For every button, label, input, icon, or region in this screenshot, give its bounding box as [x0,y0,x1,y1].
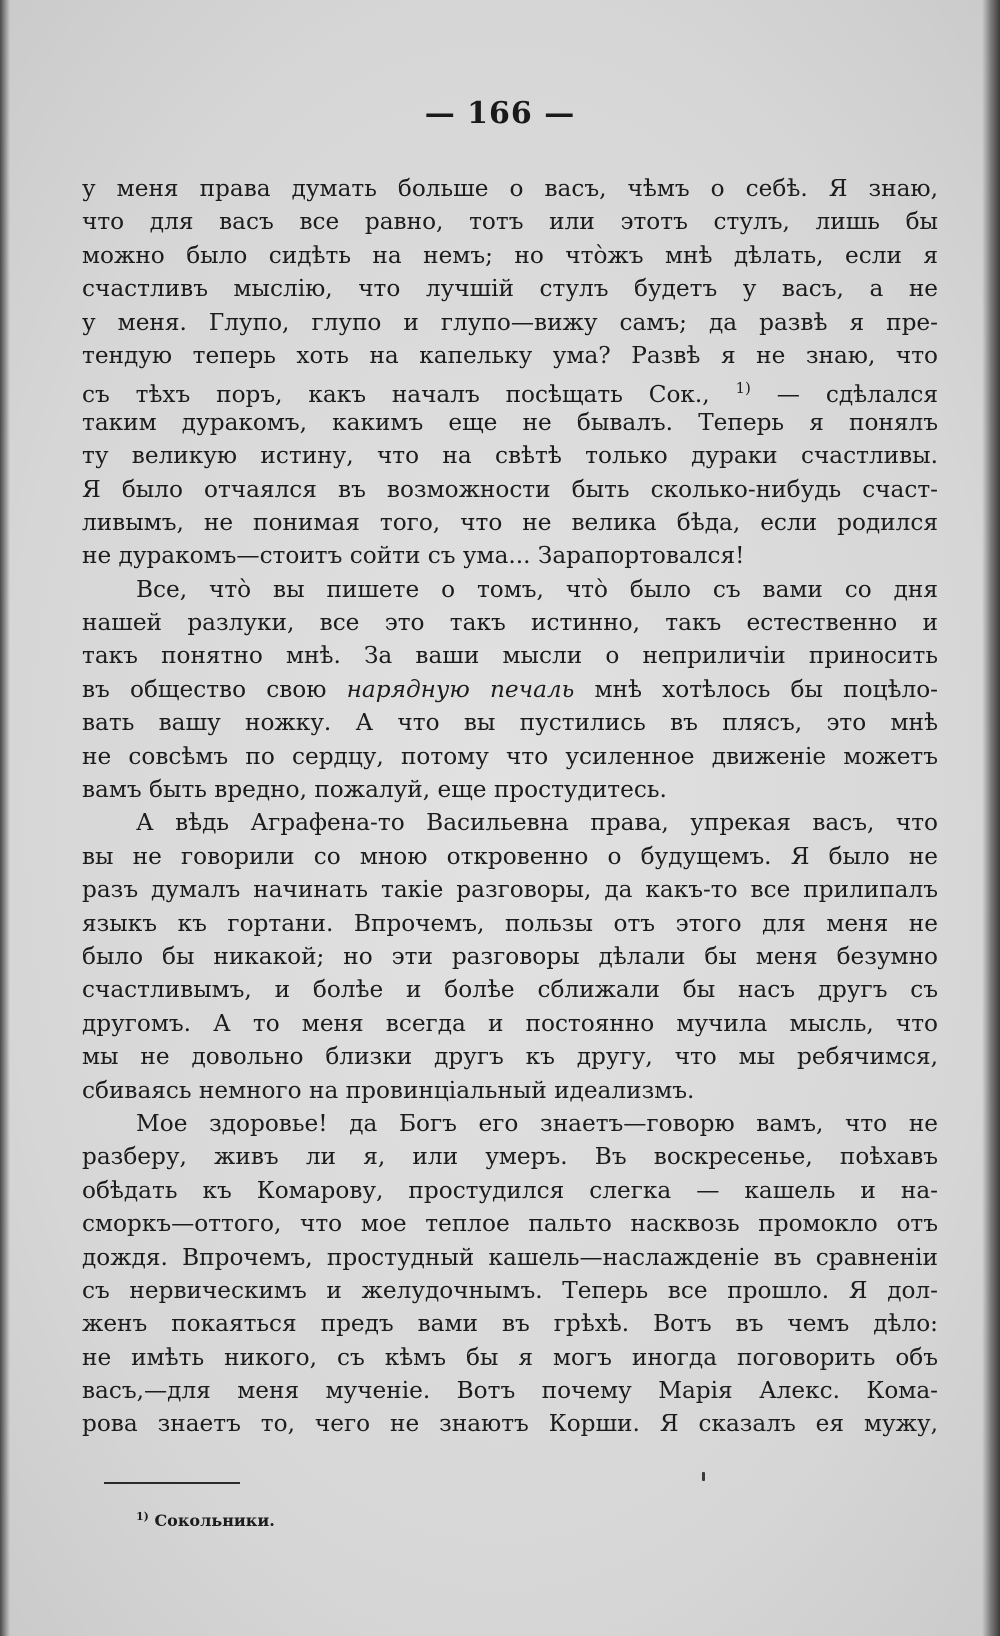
paragraph-end-line: не дуракомъ—стоитъ сойти съ ума... Зарапортовался! [82,542,745,570]
text-line: съ нервическимъ и желудочнымъ. Теперь все прошло. Я дол- [82,1276,938,1304]
text-line: разъ думалъ начинать такіе разговоры, да какъ-то все прилипалъ [82,876,938,904]
text-line: не имѣть никого, съ кѣмъ бы я могъ иногда поговорить объ [82,1343,938,1371]
text-line: ливымъ, не понимая того, что не велика бѣда, если родился [82,508,938,536]
page-edge-right [982,0,1000,1636]
paragraph-first-line: А вѣдь Аграфена-то Васильевна права, упрекая васъ, что [136,809,938,837]
text-segment: мнѣ хотѣлось бы поцѣло- [574,675,939,703]
text-line: такъ понятно мнѣ. За ваши мысли о неприличіи приносить [82,642,938,670]
text-line: языкъ къ гортани. Впрочемъ, пользы отъ этого для меня не [82,909,938,937]
ink-speck [702,1472,705,1481]
text-line: вать вашу ножку. А что вы пустились въ плясъ, это мнѣ [82,709,938,737]
text-line: было бы никакой; но эти разговоры дѣлали бы меня безумно [82,942,938,970]
text-line: счастливымъ, и болѣе и болѣе сближали бы насъ другъ съ [82,976,938,1004]
text-line: другомъ. А то меня всегда и постоянно мучила мысль, что [82,1009,938,1037]
text-line: что для васъ все равно, тотъ или этотъ стулъ, лишь бы [82,208,938,236]
text-segment: съ тѣхъ поръ, какъ началъ посѣщать Сок., [82,381,736,409]
italic-phrase: нарядную печаль [346,675,575,703]
text-line: не совсѣмъ по сердцу, потому что усиленное движеніе можетъ [82,742,938,770]
text-segment: въ общество свою [82,675,347,703]
text-line: дождя. Впрочемъ, простудный кашель—наслажденіе въ сравненіи [82,1243,938,1271]
text-line: таким дуракомъ, какимъ еще не бывалъ. Теперь я понялъ [82,408,938,436]
footnote-reference: 1) [735,379,751,398]
paragraph-end-line: вамъ быть вредно, пожалуй, еще простудитесь. [82,776,667,804]
paragraph-end-line: сбиваясь немного на провинціальный идеализмъ. [82,1076,695,1104]
text-line: женъ покаяться предъ вами въ грѣхѣ. Вотъ въ чемъ дѣло: [82,1310,938,1338]
text-line: нашей разлуки, все это такъ истинно, такъ естественно и [82,609,938,637]
text-line: ту великую истину, что на свѣтѣ только дураки счастливы. [82,442,938,470]
text-line: рова знаетъ то, чего не знаютъ Корши. Я сказалъ ея мужу, [82,1410,938,1438]
body-text [82,172,938,1441]
footnote-mark: 1) [136,1510,149,1523]
text-line: сморкъ—оттого, что мое теплое пальто насквозь промокло отъ [82,1210,938,1238]
text-line: счастливъ мыслію, что лучшій стулъ будетъ у васъ, а не [82,275,938,303]
text-line: мы не довольно близки другъ къ другу, что мы ребячимся, [82,1043,938,1071]
text-line: васъ,—для меня мученіе. Вотъ почему Марія Алекс. Кома- [82,1377,938,1405]
text-line [82,673,938,706]
text-line: можно было сидѣть на немъ; но чтòжъ мнѣ дѣлать, если я [82,241,938,269]
text-line: у меня права думать больше о васъ, чѣмъ о себѣ. Я знаю, [82,175,938,202]
text-segment: — сдѣлался [750,381,939,409]
footnote-text: Сокольники. [154,1511,275,1530]
page-edge-left [0,0,10,1636]
text-line: вы не говорили со мною откровенно о будущемъ. Я было не [82,842,938,870]
paragraph-first-line: Мое здоровье! да Богъ его знаетъ—говорю вамъ, что не [136,1109,938,1137]
text-line: у меня. Глупо, глупо и глупо—вижу самъ; да развѣ я пре- [82,308,938,336]
paragraph-first-line: Все, чтò вы пишете о томъ, чтò было съ вами со дня [136,575,938,603]
text-line: обѣдать къ Комарову, простудился слегка — кашель и на- [82,1176,938,1204]
text-line: тендую теперь хоть на капельку ума? Развѣ я не знаю, что [82,341,938,369]
text-line: разберу, живъ ли я, или умеръ. Въ воскресенье, поѣхавъ [82,1143,938,1171]
text-line [82,372,939,409]
page-number: — 166 — [424,96,576,131]
footnote [136,1510,275,1530]
text-line: Я было отчаялся въ возможности быть сколько-нибудь счаст- [82,475,938,503]
footnote-divider [104,1482,240,1484]
